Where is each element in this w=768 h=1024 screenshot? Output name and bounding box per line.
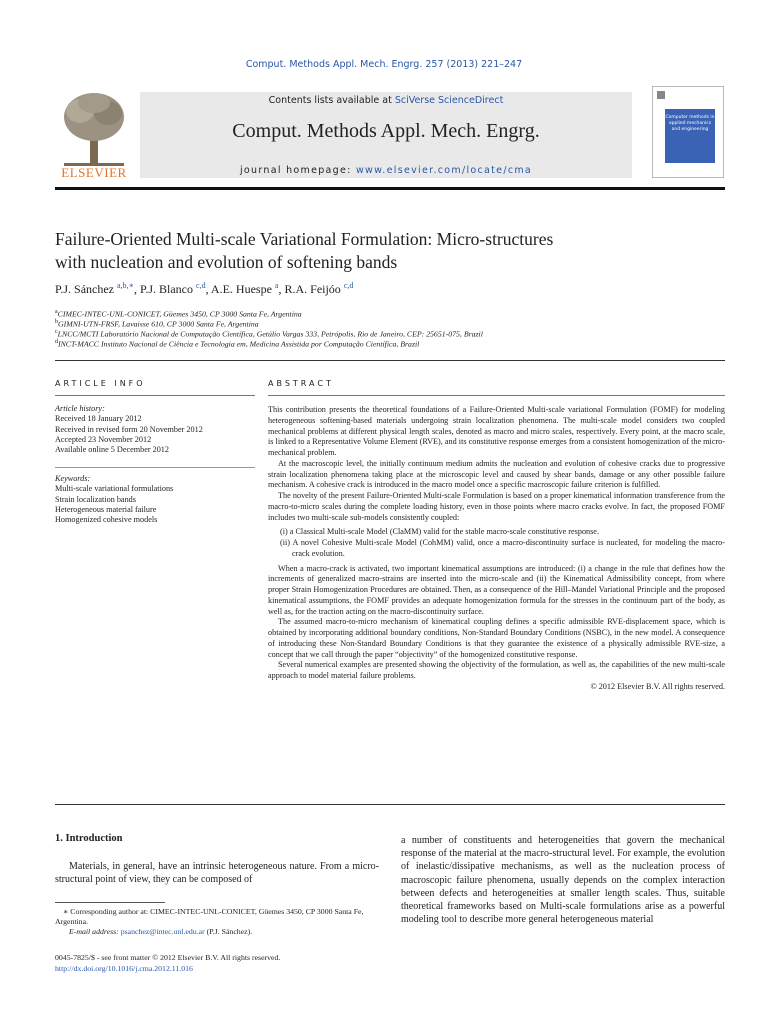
keyword: Homogenized cohesive models <box>55 515 158 525</box>
paper-title: Failure-Oriented Multi-scale Variational Formulation: Micro-structures with nucleation and evolution of softening bands <box>55 229 554 272</box>
keyword: Multi-scale variational formulations <box>55 484 174 494</box>
keyword: Strain localization bands <box>55 494 136 504</box>
section-divider <box>55 804 725 805</box>
sciencedirect-link[interactable]: SciVerse ScienceDirect <box>394 95 504 106</box>
keyword: Heterogeneous material failure <box>55 504 157 514</box>
affiliation: $^a$CIMEC-INTEC-UNL-CONICET, Güemes 3450, CP 3000 Santa Fe, Argentina <box>55 309 302 319</box>
article-info-rule <box>55 395 255 396</box>
submodel-list <box>268 527 725 559</box>
author-name[interactable]: P.J. Blanco <box>140 282 194 296</box>
email-link[interactable]: psanchez@intec.unl.edu.ar <box>120 927 205 936</box>
author-name[interactable]: P.J. Sánchez <box>55 282 114 296</box>
publisher-name: ELSEVIER <box>61 165 127 180</box>
page-footer <box>55 952 280 974</box>
header-rule <box>55 187 725 190</box>
affiliation: $^c$LNCC/MCTI Laboratório Nacional de Computação Científica, Getúlio Vargas 333, Petrópolis, Rio de Janeiro, CEP: 25651-075, Brazil <box>55 329 483 339</box>
article-info-heading: ARTICLE INFO <box>55 379 146 388</box>
journal-citation[interactable]: Comput. Methods Appl. Mech. Engrg. 257 (2013) 221–247 <box>245 59 523 70</box>
affiliation: $^d$INCT-MACC Instituto Nacional de Ciência e Tecnologia em, Medicina Assistida por Computação Científica, Brazil <box>55 339 420 349</box>
abstract-text: This contribution presents the theoretical foundations of a Failure-Oriented Multi-scale variational Formulation (FOMF) for modeling heterogeneous softening-based materials undergoing strain localization phenomena. The multi-scale model considers two coupled mechanical problems at different physical length scales, denoted as macro and micro scales, respectively. Every point, at the macro scale, is linked to a Representative Volume Element (RVE), and its constitutive response emerges from a consistent homogenization of the micro-mechanical problem. At the macroscopic level, the initially continuum medium admits the nucleation and evolution of cohesive cracks due to progressive strain localization phenomena taking place at the microscopic level and caused by shear bands, damage or any other possible failure mechanism. A cohesive crack is introduced in the macro model once a specific macroscopic failure criterion is fulfilled. The novelty of the present Failure-Oriented Multi-scale Formulation is based on a proper kinematical information transference from the macro-to-micro scales during the complete loading history, even in those points where macro cracks evolve. In fact, the proposed FOMF includes two multi-scale sub-models consistently coupled: (i) a Classical Multi-scale Model (ClaMM) valid for the stable macro-scale constitutive response. (ii) A novel Cohesive Multi-scale Model (CohMM) valid, once a macro-discontinuity surface is nucleated, for modeling the macro-crack evolution. When a macro-crack is activated, two important kinematical assumptions are introduced: (i) a change in the rule that defines how the increments of generalized macro-strains are inserted into the micro-scale and (ii) the Kinematical Admissibility concept, from where proper Strain Homogenization Procedures are obtained. Then, as a consequence of the Hill–Mandel Variational Principle and the proposed kinematical assumptions, the FOMF provides an adequate homogenization formula for the stresses in the continuum part of the body, as well as, for the traction acting on the macro-discontinuity surface. The assumed macro-to-micro mechanism of kinematical coupling defines a specific admissible RVE-displacement space, which is obtained by incorporating additional boundary conditions, Non-Standard Boundary Conditions (NSBC), in the new model. A consequence of introducing these Non-Standard Boundary Conditions is that they guarantee the existence of a physically admissible RVE-size, a concept that we call through the paper “objectivity” of the homogenized constitutive response. Several numerical examples are presented showing the objectivity of the formulation, as well as, the capabilities of the new multi-scale approach to model material failure problems. © 2012 Elsevier B.V. All rights reserved. <box>268 405 725 691</box>
cover-title: Computer methods in applied mechanics and engineering <box>665 109 715 163</box>
elsevier-logo <box>54 85 134 185</box>
article-history: Article history: Received 18 January 2012 Received in revised form 20 November 2012 Accepted 23 November 2012 Available online 5 December 2012 <box>55 404 255 455</box>
journal-homepage: journal homepage: www.elsevier.com/locate/cma <box>239 165 533 176</box>
author-name[interactable]: R.A. Feijóo <box>284 282 341 296</box>
list-item: (ii) A novel Cohesive Multi-scale Model (CohMM) valid, once a macro-discontinuity surface is nucleated, for modeling the macro-crack evolution. <box>280 538 725 558</box>
keywords-block: Keywords: Multi-scale variational formulations Strain localization bands Heterogeneous material failure Homogenized cohesive models <box>55 474 255 525</box>
contents-line: Contents lists available at SciVerse ScienceDirect <box>268 95 504 106</box>
homepage-link[interactable]: www.elsevier.com/locate/cma <box>355 165 533 176</box>
journal-cover-image <box>652 86 724 178</box>
abstract-rule <box>268 395 725 396</box>
footnote-rule <box>55 902 165 903</box>
copyright-notice: © 2012 Elsevier B.V. All rights reserved. <box>590 681 725 691</box>
issn-line: 0045-7825/$ - see front matter © 2012 Elsevier B.V. All rights reserved. <box>55 953 281 962</box>
keywords-rule <box>55 467 255 468</box>
journal-title: Comput. Methods Appl. Mech. Engrg. <box>232 120 540 142</box>
history-entry: Received in revised form 20 November 2012 <box>55 424 203 434</box>
author-list: P.J. Sánchez $^{a,b,∗}$, P.J. Blanco $^{c,d}$, A.E. Huespe $^a$, R.A. Feijóo $^{c,d}$ <box>55 281 354 296</box>
section-heading: 1. Introduction <box>55 833 123 844</box>
abstract-heading: ABSTRACT <box>268 379 334 388</box>
author-name[interactable]: A.E. Huespe <box>210 282 272 296</box>
cover-badge-icon <box>657 91 665 99</box>
history-entry: Accepted 23 November 2012 <box>55 434 152 444</box>
doi-link[interactable]: http://dx.doi.org/10.1016/j.cma.2012.11.016 <box>55 964 193 973</box>
history-entry: Received 18 January 2012 <box>55 414 142 424</box>
body-paragraph: a number of constituents and heterogeneities that govern the mechanical response of the material at the macro-structural level. For example, the evolution of inelastic/dissipative mechanisms, as well as the nucleation process of macroscopic failure phenomena, usually depends on the complex interaction between defects and heterogeneities at smaller length scales. Thus, suitable theoretical frameworks based on Multi-scale formulations arise as a powerful modeling tool to describe more general heterogeneous material <box>401 835 725 926</box>
body-paragraph: Materials, in general, have an intrinsic heterogeneous nature. From a micro-structural point of view, they can be composed of <box>55 861 379 885</box>
affiliation: $^b$GIMNI-UTN-FRSF, Lavaisse 610, CP 3000 Santa Fe, Argentina <box>55 319 259 329</box>
list-item: (i) a Classical Multi-scale Model (ClaMM) valid for the stable macro-scale constitutive response. <box>280 527 599 537</box>
section-divider <box>55 360 725 361</box>
history-entry: Available online 5 December 2012 <box>55 445 169 455</box>
corresponding-author-note: ∗ Corresponding author at: CIMEC-INTEC-UNL-CONICET, Güemes 3450, CP 3000 Santa Fe, Argentina. E-mail address: psanchez@intec.unl.edu.ar (P.J. Sánchez). <box>55 907 364 936</box>
